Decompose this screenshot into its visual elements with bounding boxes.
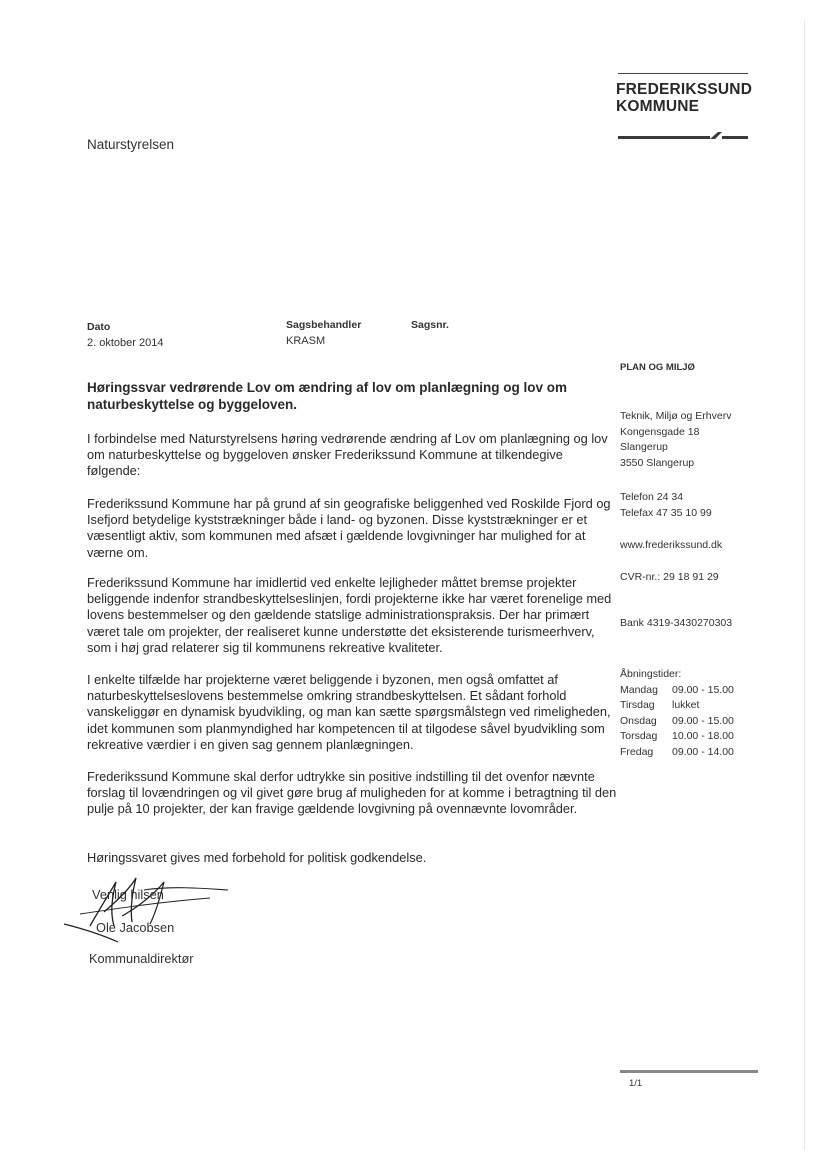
logo-swoosh-icon [618,131,748,141]
sidebar-phone: Telefon 24 34 [620,491,684,503]
department-label: PLAN OG MILJØ [620,362,695,373]
sidebar-contact [620,490,712,521]
paragraph-5: Frederikssund Kommune skal derfor udtrykke sin positive indstilling til det ovenfor nævnte forslag til lovændringen og vil givet gøre brug af muligheden for at komme i betragtning til den pulje på 10 projekter, der kan fravige gældende lovgivning på ovennævnte lovområder. [87,769,617,817]
hours-time: 10.00 - 18.00 [672,730,734,742]
signer-title: Kommunaldirektør [89,951,194,966]
hours-day: Tirsdag [620,699,655,711]
logo-line-1: FREDERIKSSUND [616,81,753,98]
handler-label: Sagsbehandler [286,319,362,331]
paragraph-4: I enkelte tilfælde har projekterne været beliggende i byzonen, men også omfattet af naturbeskyttelseslovens bestemmelse omkring strandbeskyttelsen. Et sådant forhold vanskeliggør en dynamisk byudvikling, og man kan sætte spørgsmålstegn ved rimeligheden, idet kommunen som planmyndighed har kompetencen til at tilgodese såvel byudvikling som rekreative værdier i en given sag gennem planlægningen. [87,672,611,752]
logo-line-2: KOMMUNE [616,98,700,115]
hours-time: lukket [672,699,700,711]
sidebar-web[interactable]: www.frederikssund.dk [620,539,723,551]
hours-time: 09.00 - 15.00 [672,683,734,696]
footer-rule [620,1070,758,1073]
municipality-logo [616,81,752,115]
page-number: 1/1 [629,1078,643,1089]
hours-day: Mandag [620,683,658,696]
date-value: 2. oktober 2014 [87,337,164,349]
sidebar-city1: Slangerup [620,441,668,453]
paragraph-6: Høringssvaret gives med forbehold for politisk godkendelse. [87,850,427,865]
sidebar-fax: Telefax 47 35 10 99 [620,506,712,519]
opening-hours [620,667,734,760]
hours-row [620,683,734,699]
date-label: Dato [87,321,111,333]
sidebar-org: Teknik, Miljø og Erhverv [620,410,732,422]
sidebar-city2: 3550 Slangerup [620,456,695,469]
sidebar-cvr: CVR-nr.: 29 18 91 29 [620,571,719,583]
hours-row [620,714,734,730]
paragraph-3: Frederikssund Kommune har imidlertid ved enkelte lejligheder måttet bremse projekter beliggende indenfor strandbeskyttelseslinjen, fordi projekterne ikke har været forenelige med lovens bestemmelser og den gældende statslige administrationspraksis. Der har primært været tale om projekter, der realiseret kunne understøtte det eksisterende turismeerhverv, som i høj grad relaterer sig til kommunens rekreative kvaliteter. [87,575,612,655]
opening-hours-label: Åbningstider: [620,668,682,680]
caseno-label: Sagsnr. [411,319,449,331]
letter-subject: Høringssvar vedrørende Lov om ændring af lov om planlægning og lov om naturbeskyttelse og byggeloven. [87,380,568,412]
hours-time: 09.00 - 15.00 [672,714,734,727]
hours-time: 09.00 - 14.00 [672,745,734,758]
page-edge-line [804,20,805,1150]
sidebar-street: Kongensgade 18 [620,425,700,438]
hours-row [620,698,734,714]
recipient: Naturstyrelsen [87,137,175,152]
hours-day: Onsdag [620,714,657,727]
sidebar-address [620,409,731,471]
handler-value: KRASM [286,335,326,347]
hours-row [620,745,734,761]
logo-top-rule [618,73,748,74]
hours-day: Torsdag [620,730,658,742]
handwritten-signature-icon [60,868,230,948]
sidebar-bank: Bank 4319-3430270303 [620,617,733,629]
hours-day: Fredag [620,745,654,758]
closing-regards: Venlig hilsen [92,887,164,902]
paragraph-1: I forbindelse med Naturstyrelsens høring vedrørende ændring af Lov om planlægning og lov om naturbeskyttelse og byggeloven ønsker Frederikssund Kommune at tilkendegive følgende: [87,431,608,479]
signer-name: Ole Jacobsen [96,920,175,935]
paragraph-2: Frederikssund Kommune har på grund af sin geografiske beliggenhed ved Roskilde Fjord og Isefjord betydelige kyststrækninger både i land- og byzonen. Disse kyststrækninger er et væsentligt aktiv, som kommunen med afsæt i gældende lovgivninger har mulighed for at værne om. [87,496,611,560]
hours-row [620,729,734,745]
